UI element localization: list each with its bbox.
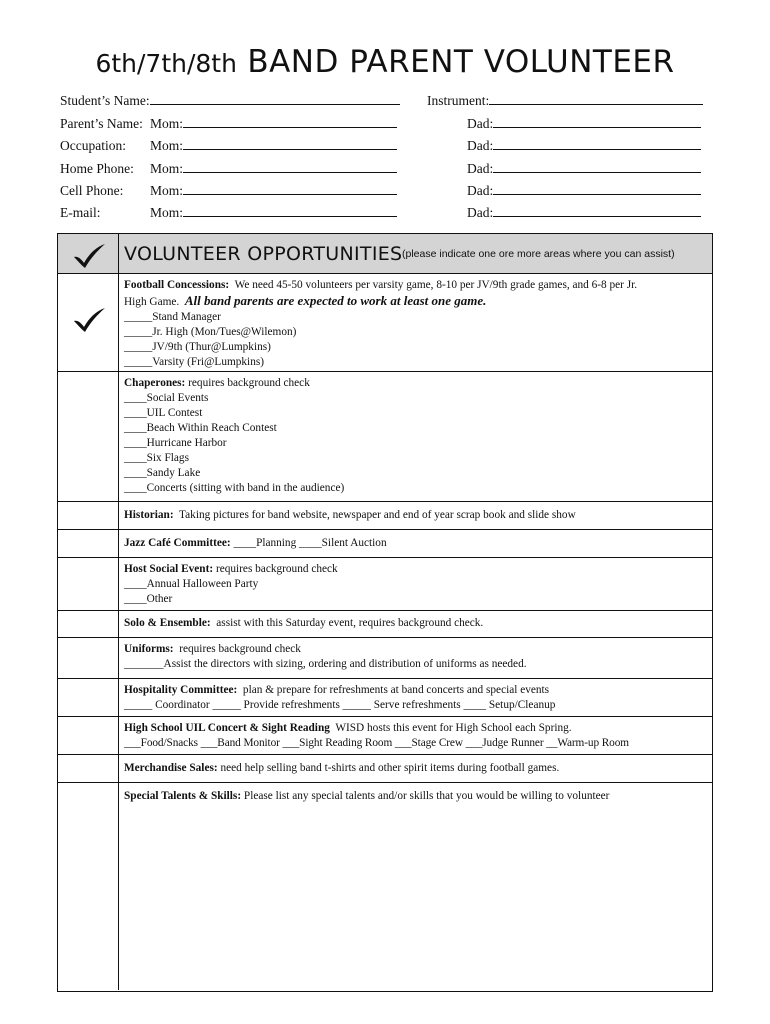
email-mom-blank[interactable] xyxy=(183,205,397,217)
home-phone-dad-blank[interactable] xyxy=(493,161,701,173)
mom-label: Mom: xyxy=(150,138,184,153)
hospitality-check-cell[interactable] xyxy=(58,679,119,716)
jazz-cafe-row xyxy=(58,529,712,557)
student-name-blank[interactable] xyxy=(150,93,400,105)
merch-text: need help selling band t-shirts and other spirit items during football games. xyxy=(220,762,560,774)
title-main: BAND PARENT VOLUNTEER xyxy=(247,44,675,80)
home-phone-dad-field[interactable] xyxy=(467,161,701,177)
chaperones-option[interactable]: ____UIL Contest xyxy=(124,407,203,419)
solo-text: assist with this Saturday event, requires background check. xyxy=(216,617,484,629)
jazz-check-cell[interactable] xyxy=(58,530,119,557)
host-social-option[interactable]: ____Annual Halloween Party xyxy=(124,578,259,590)
uniforms-check-cell[interactable] xyxy=(58,638,119,678)
chaperones-option[interactable]: ____Sandy Lake xyxy=(124,467,201,479)
parents-mom-field[interactable] xyxy=(150,116,397,132)
parents-dad-blank[interactable] xyxy=(493,116,701,128)
header-check-cell xyxy=(58,234,119,273)
football-option[interactable]: _____Varsity (Fri@Lumpkins) xyxy=(124,356,264,368)
chaperones-option[interactable]: ____Beach Within Reach Contest xyxy=(124,422,277,434)
dad-label: Dad: xyxy=(467,183,494,198)
uil-heading: High School UIL Concert & Sight Reading xyxy=(124,722,330,734)
chaperones-text: requires background check xyxy=(188,377,310,389)
hospitality-heading: Hospitality Committee: xyxy=(124,684,238,696)
mom-label: Mom: xyxy=(150,161,184,176)
home-phone-mom-field[interactable] xyxy=(150,161,397,177)
mom-label: Mom: xyxy=(150,183,184,198)
solo-heading: Solo & Ensemble: xyxy=(124,617,211,629)
historian-row xyxy=(58,501,712,529)
occupation-dad-blank[interactable] xyxy=(493,138,701,150)
student-name-field[interactable] xyxy=(60,93,400,109)
football-option[interactable]: _____JV/9th (Thur@Lumpkins) xyxy=(124,341,271,353)
host-social-option[interactable]: ____Other xyxy=(124,593,173,605)
host-social-row xyxy=(58,557,712,610)
chaperones-row xyxy=(58,371,712,501)
checkmark-icon xyxy=(72,307,106,333)
special-talents-row xyxy=(58,782,712,990)
host-social-check-cell[interactable] xyxy=(58,558,119,610)
uil-row xyxy=(58,716,712,754)
host-social-heading: Host Social Event: xyxy=(124,563,214,575)
home-phone-mom-blank[interactable] xyxy=(183,161,397,173)
instrument-field[interactable] xyxy=(427,93,703,109)
parents-mom-blank[interactable] xyxy=(183,116,397,128)
talents-text: Please list any special talents and/or skills that you would be willing to volunteer xyxy=(243,790,610,802)
email-label: E-mail: xyxy=(60,205,101,220)
football-check-cell[interactable] xyxy=(58,274,119,371)
football-emphasis: All band parents are expected to work at least one game. xyxy=(184,293,487,308)
dad-label: Dad: xyxy=(467,161,494,176)
merch-check-cell[interactable] xyxy=(58,755,119,782)
uniforms-row xyxy=(58,637,712,678)
mom-label: Mom: xyxy=(150,116,184,131)
volunteer-opportunities-title: VOLUNTEER OPPORTUNITIES xyxy=(124,243,403,265)
merchandise-row xyxy=(58,754,712,782)
uil-check-cell[interactable] xyxy=(58,717,119,754)
occupation-label: Occupation: xyxy=(60,138,126,153)
merch-heading: Merchandise Sales: xyxy=(124,762,218,774)
chaperones-option[interactable]: ____Social Events xyxy=(124,392,209,404)
parents-dad-field[interactable] xyxy=(467,116,701,132)
uniforms-text: requires background check xyxy=(179,643,301,655)
chaperones-option[interactable]: ____Concerts (sitting with band in the audience) xyxy=(124,482,345,494)
chaperones-heading: Chaperones: xyxy=(124,377,186,389)
instrument-blank[interactable] xyxy=(489,93,703,105)
table-header xyxy=(58,234,712,273)
cell-phone-dad-blank[interactable] xyxy=(493,183,701,195)
chaperones-option[interactable]: ____Hurricane Harbor xyxy=(124,437,227,449)
historian-text: Taking pictures for band website, newspaper and end of year scrap book and slide show xyxy=(179,509,576,521)
uniforms-heading: Uniforms: xyxy=(124,643,174,655)
football-option[interactable]: _____Jr. High (Mon/Tues@Wilemon) xyxy=(124,326,297,338)
student-name-label: Student’s Name: xyxy=(60,93,150,108)
volunteer-table xyxy=(57,233,713,992)
cell-phone-mom-field[interactable] xyxy=(150,183,397,199)
occupation-mom-blank[interactable] xyxy=(183,138,397,150)
home-phone-label: Home Phone: xyxy=(60,161,134,176)
cell-phone-label: Cell Phone: xyxy=(60,183,124,198)
email-mom-field[interactable] xyxy=(150,205,397,221)
checkmark-icon xyxy=(72,243,106,269)
volunteer-opportunities-note: (please indicate one ore more areas where you can assist) xyxy=(402,248,675,260)
email-dad-blank[interactable] xyxy=(493,205,701,217)
mom-label: Mom: xyxy=(150,205,184,220)
cell-phone-mom-blank[interactable] xyxy=(183,183,397,195)
jazz-heading: Jazz Café Committee: xyxy=(124,537,231,549)
title-grades: 6th/7th/8th xyxy=(95,49,237,78)
historian-check-cell[interactable] xyxy=(58,502,119,529)
solo-check-cell[interactable] xyxy=(58,611,119,637)
chaperones-option[interactable]: ____Six Flags xyxy=(124,452,189,464)
hospitality-row xyxy=(58,678,712,716)
talents-check-cell[interactable] xyxy=(58,783,119,990)
hospitality-options[interactable]: _____ Coordinator _____ Provide refreshments _____ Serve refreshments ____ Setup/Cleanup xyxy=(124,699,556,711)
football-text2: High Game. xyxy=(124,296,180,308)
cell-phone-dad-field[interactable] xyxy=(467,183,701,199)
solo-ensemble-row xyxy=(58,610,712,637)
dad-label: Dad: xyxy=(467,116,494,131)
dad-label: Dad: xyxy=(467,205,494,220)
football-heading: Football Concessions: xyxy=(124,279,230,291)
football-option[interactable]: _____Stand Manager xyxy=(124,311,221,323)
football-text1: We need 45-50 volunteers per varsity game, 8-10 per JV/9th grade games, and 6-8 per Jr. xyxy=(234,279,638,291)
occupation-mom-field[interactable] xyxy=(150,138,397,154)
chaperones-check-cell[interactable] xyxy=(58,372,119,501)
instrument-label: Instrument: xyxy=(427,93,490,108)
historian-heading: Historian: xyxy=(124,509,174,521)
email-dad-field[interactable] xyxy=(467,205,701,221)
host-social-text: requires background check xyxy=(215,563,338,575)
hospitality-text: plan & prepare for refreshments at band concerts and special events xyxy=(242,684,550,696)
talents-writing-area[interactable] xyxy=(124,789,706,804)
talents-heading: Special Talents & Skills: xyxy=(124,790,242,802)
page-title xyxy=(0,44,770,80)
dad-label: Dad: xyxy=(467,138,494,153)
occupation-dad-field[interactable] xyxy=(467,138,701,154)
uniforms-option[interactable]: _______Assist the directors with sizing, ordering and distribution of uniforms as needed. xyxy=(124,658,527,670)
parents-name-label: Parent’s Name: xyxy=(60,116,143,131)
uil-text: WISD hosts this event for High School each Spring. xyxy=(335,722,572,734)
football-concessions-row xyxy=(58,273,712,371)
uil-options[interactable]: ___Food/Snacks ___Band Monitor ___Sight Reading Room ___Stage Crew ___Judge Runner __Warm-up Room xyxy=(124,737,629,749)
jazz-text[interactable]: ____Planning ____Silent Auction xyxy=(233,537,387,549)
